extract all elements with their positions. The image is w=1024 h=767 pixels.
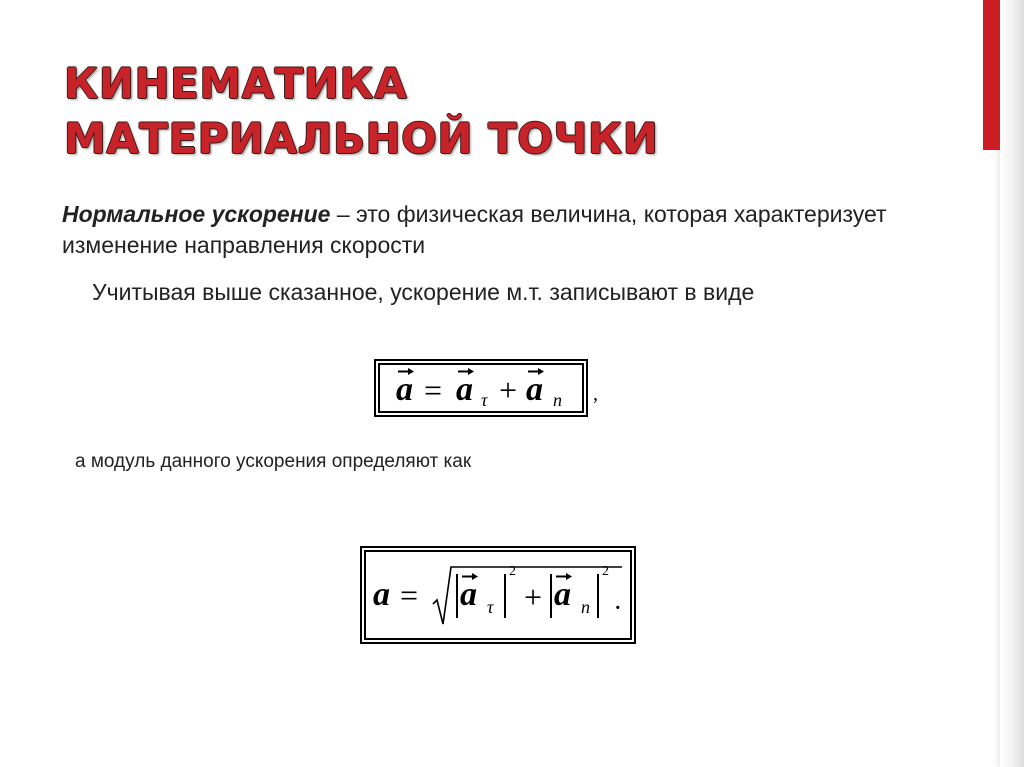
- abs-bar-left-2: [550, 574, 552, 618]
- formula-modulus: [364, 550, 632, 640]
- formula1-plus: +: [499, 372, 518, 408]
- abs-bar-right-2: [597, 574, 599, 618]
- formula2-sub-tau: τ: [487, 597, 494, 617]
- formula2-power-1: 2: [509, 564, 516, 579]
- title-line-1: КИНЕМАТИКА: [64, 59, 408, 108]
- paragraph-modulus: а модуль данного ускорения определяют как: [75, 451, 472, 472]
- title-line-2: МАТЕРИАЛЬНОЙ ТОЧКИ: [64, 114, 659, 163]
- formula1-sub-n: n: [553, 390, 562, 410]
- formula1-a: a: [396, 371, 413, 408]
- formula1-equals: =: [424, 372, 443, 408]
- slide-title: [64, 56, 658, 166]
- accent-bar: [983, 0, 1000, 150]
- abs-bar-right-1: [504, 574, 506, 618]
- formula2-power-2: 2: [602, 564, 609, 579]
- formula2-plus: +: [524, 579, 543, 615]
- formula1-comma: ,: [593, 383, 598, 405]
- formula2-a-tau: a: [460, 576, 477, 613]
- formula1-sub-tau: τ: [481, 390, 488, 410]
- formula2-a-n: a: [554, 576, 571, 613]
- abs-bar-left-1: [456, 574, 458, 618]
- paragraph-acceleration-form: Учитывая выше сказанное, ускорение м.т. записывают в виде: [92, 279, 755, 305]
- slide-edge-shadow: [1000, 0, 1024, 767]
- formula1-a-n: a: [526, 371, 543, 408]
- definition-text: – это физическая величина, которая характеризует изменение направления скорости: [62, 201, 887, 258]
- formula2-equals: =: [400, 577, 419, 613]
- formula2-period: .: [616, 592, 621, 614]
- definition-paragraph: [62, 199, 902, 261]
- definition-term: Нормальное ускорение: [62, 201, 331, 227]
- formula1-a-tau: a: [456, 371, 473, 408]
- formula-vector-sum: [378, 363, 584, 413]
- formula2-sub-n: n: [581, 597, 590, 617]
- formula2-a: a: [373, 576, 390, 613]
